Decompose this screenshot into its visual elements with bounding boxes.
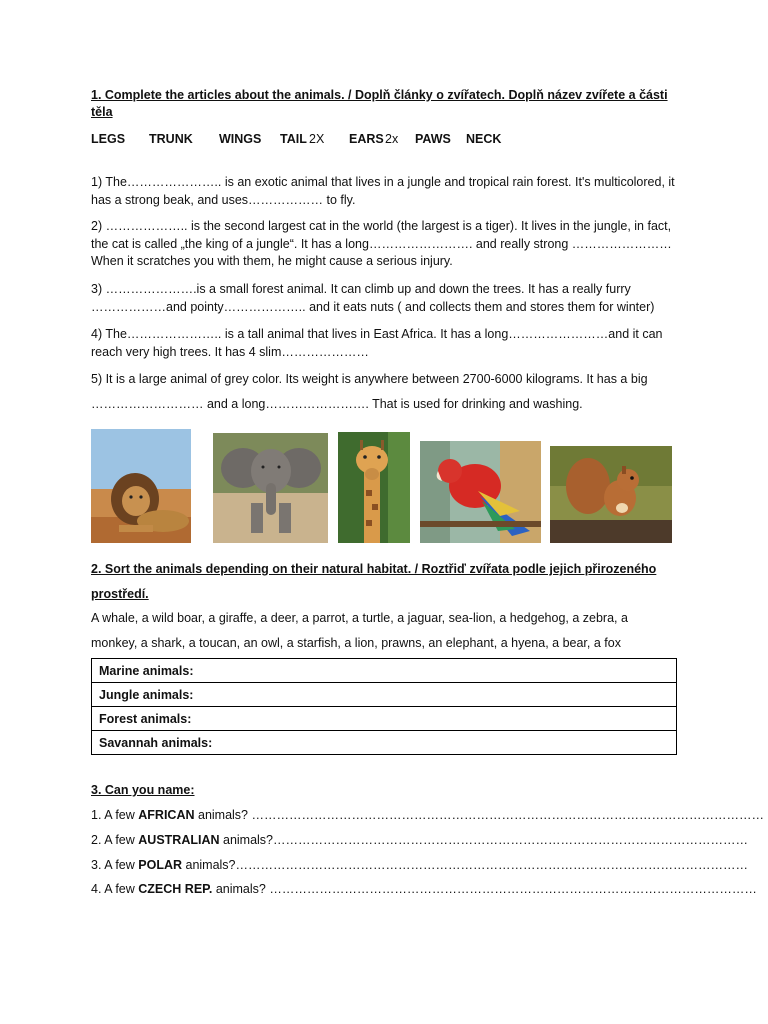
section1-title: 1. Complete the articles about the animals. / Doplň články o zvířatech. Doplň název zvířete a části (91, 88, 668, 102)
article-squirrel: 3) ………………….is a small forest animal. It can climb up and down the trees. It has a really furry ………………and pointy……………….. and it eats nuts ( and collects them and stores them for winter) (91, 282, 655, 314)
jungle-animals-cell[interactable]: Jungle animals: (92, 683, 677, 707)
question-keyword: AUSTRALIAN (138, 833, 220, 847)
question-polar (91, 857, 749, 874)
article-elephant-line1: 5) It is a large animal of grey color. Its weight is anywhere between 2700-6000 kilograms. It has a big (91, 372, 648, 386)
table-row (92, 659, 677, 683)
section1-title-cont: těla (91, 105, 113, 119)
animal-list-line1: A whale, a wild boar, a giraffe, a deer, a parrot, a turtle, a jaguar, sea-lion, a hedgehog, a zebra, a (91, 611, 628, 625)
word-bank (91, 132, 691, 150)
word-tail-count: 2X (309, 132, 325, 146)
section2-title: 2. Sort the animals depending on their natural habitat. / Roztřiď zvířata podle jejich přirozeného (91, 562, 657, 576)
section2-title-cont: prostředí. (91, 587, 149, 601)
squirrel-photo (550, 446, 672, 543)
table-row (92, 731, 677, 755)
table-row (92, 683, 677, 707)
elephant-photo (213, 433, 328, 543)
word-legs: LEGS (91, 132, 126, 146)
parrot-photo (420, 441, 541, 543)
question-suffix: animals? ……………………………………………………………………………………………………… (212, 882, 757, 896)
question-keyword: CZECH REP. (138, 882, 213, 896)
question-african (91, 807, 764, 824)
article-elephant-line2: ……………………… and a long……………………. That is used for drinking and washing. (91, 397, 583, 411)
habitat-table (91, 658, 677, 755)
word-trunk: TRUNK (149, 132, 193, 146)
word-ears-count: 2x (385, 132, 399, 146)
question-czech (91, 881, 757, 898)
table-row (92, 707, 677, 731)
word-neck: NECK (466, 132, 502, 146)
question-suffix: animals?…………………………………………………………………………………………………… (219, 833, 749, 847)
word-tail: TAIL (280, 132, 307, 146)
word-ears: EARS (349, 132, 384, 146)
animal-list-line2: monkey, a shark, a toucan, an owl, a starfish, a lion, prawns, an elephant, a hyena, a bear, a fox (91, 636, 621, 650)
article-parrot: 1) The………………….. is an exotic animal that lives in a jungle and tropical rain forest. It's multicolored, it has a strong beak, and uses……………… to fly. (91, 175, 675, 207)
article-lion: 2) ……………….. is the second largest cat in the world (the largest is a tiger). It lives in the jungle, in fact, the cat is called „the king of a jungle“. It has a long……………………. and really strong …………………… When it scratches you with them, he might cause a serious injury. (91, 219, 672, 268)
savannah-animals-cell[interactable]: Savannah animals: (92, 731, 677, 755)
question-prefix: 3. A few (91, 858, 139, 872)
question-prefix: 1. A few (91, 808, 139, 822)
question-keyword: POLAR (138, 858, 183, 872)
question-suffix: animals? …………………………………………………………………………………………………………… (194, 808, 764, 822)
section3-title: 3. Can you name: (91, 783, 195, 797)
question-prefix: 4. A few (91, 882, 139, 896)
question-prefix: 2. A few (91, 833, 139, 847)
question-australian (91, 832, 749, 849)
marine-animals-cell[interactable]: Marine animals: (92, 659, 677, 683)
word-paws: PAWS (415, 132, 451, 146)
question-keyword: AFRICAN (138, 808, 195, 822)
lion-photo (91, 429, 191, 543)
forest-animals-cell[interactable]: Forest animals: (92, 707, 677, 731)
question-suffix: animals?…………………………………………………………………………………………………………… (182, 858, 749, 872)
word-wings: WINGS (219, 132, 262, 146)
giraffe-photo (338, 432, 410, 543)
article-giraffe: 4) The………………….. is a tall animal that lives in East Africa. It has a long……………………and it can reach very high trees. It has 4 slim………………… (91, 327, 663, 359)
